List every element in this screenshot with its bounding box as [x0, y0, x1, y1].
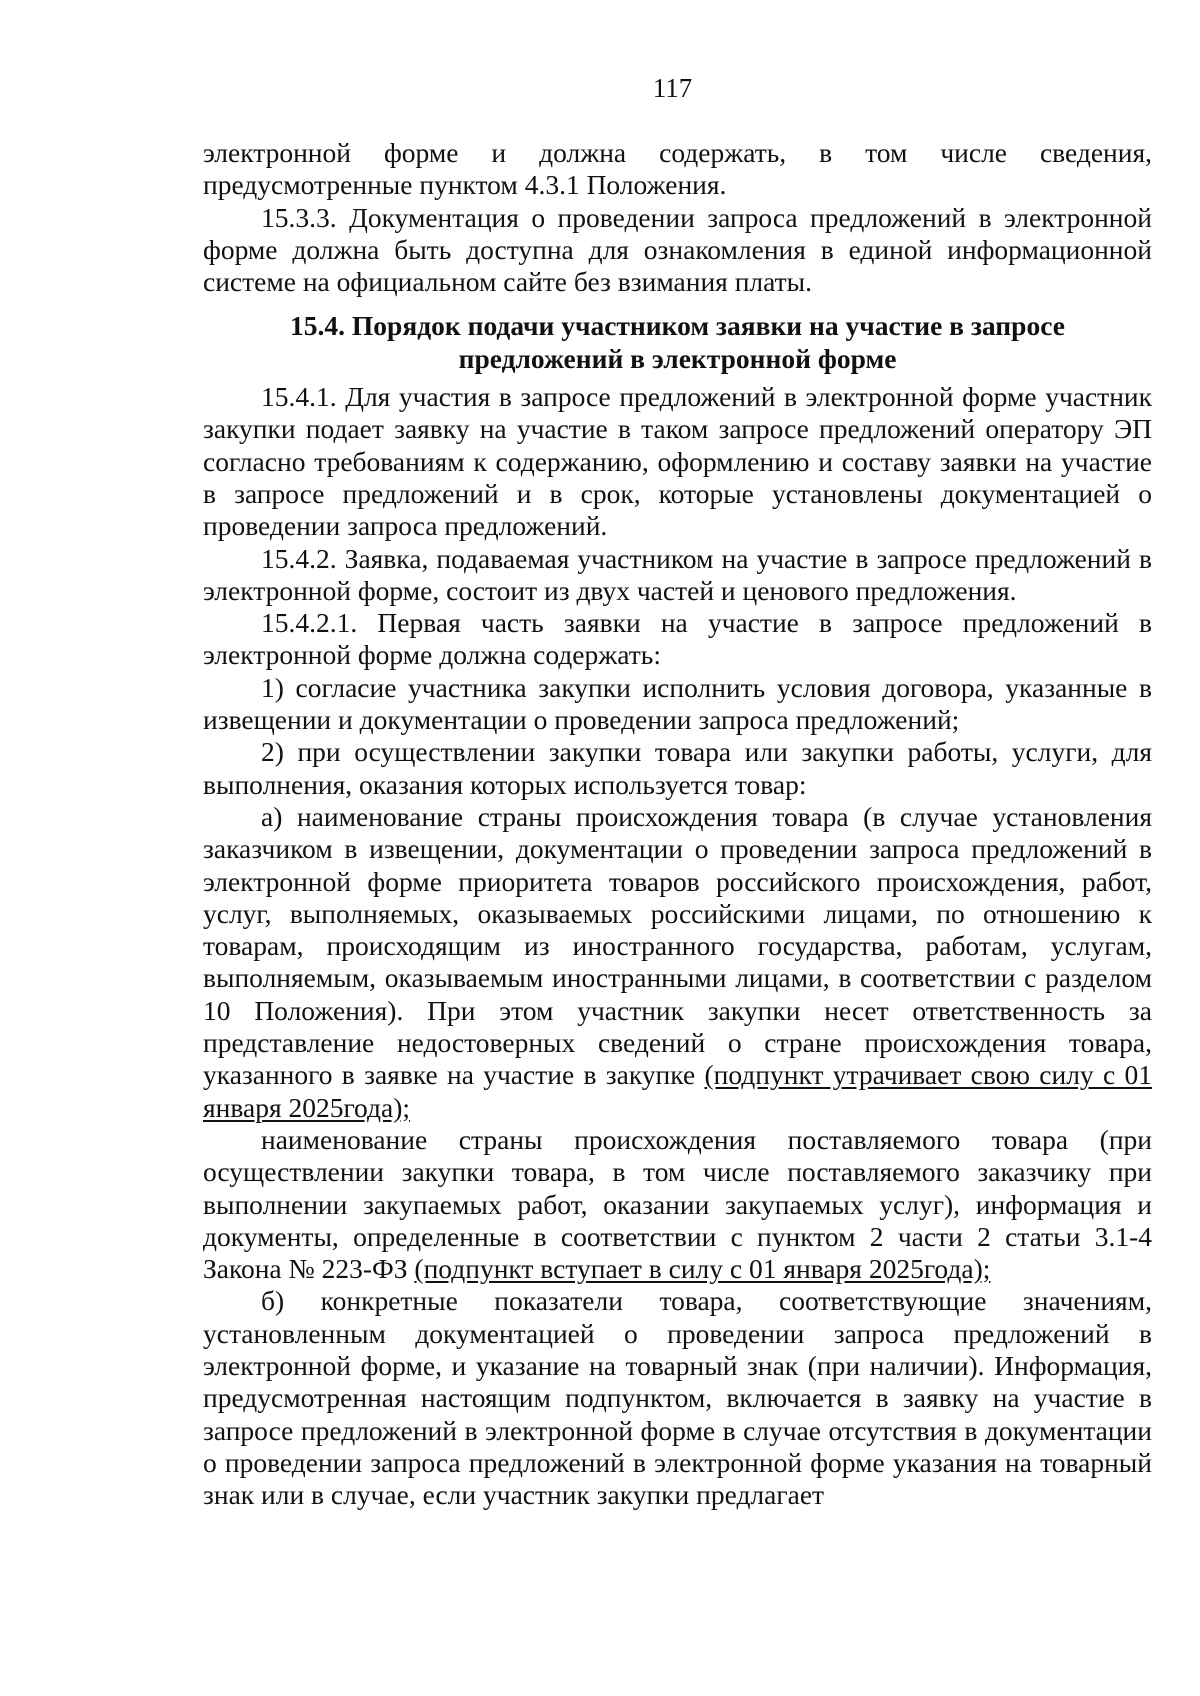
paragraph-15-4-2-1: 15.4.2.1. Первая часть заявки на участие в запросе предложений в электронной форме должна содержать: — [203, 607, 1152, 671]
sub-item-a-new-wording — [203, 1124, 1152, 1285]
section-heading-15-4 — [203, 310, 1152, 375]
paragraph-15-4-2: 15.4.2. Заявка, подаваемая участником на участие в запросе предложений в электронной форме, состоит из двух частей и ценового предложения. — [203, 542, 1152, 606]
section-heading-line-2: предложений в электронной форме — [458, 342, 897, 374]
sub-item-b: б) конкретные показатели товара, соответствующие значениям, установленным документацией о проведении запроса предложений в электронной форме, и указание на товарный знак (при наличии). Информация, предусмотренная настоящим подпунктом, включается в заявку на участие в запросе предложений в электронной форме в случае отсутствия в документации о проведении запроса предложений в электронной форме указания на товарный знак или в случае, если участник закупки предлагает — [203, 1285, 1152, 1511]
sub-item-a-new-wording-note: (подпункт вступает в силу с 01 января 2025года); — [414, 1253, 991, 1285]
page-number: 117 — [652, 73, 693, 103]
paragraph-continuation: электронной форме и должна содержать, в том числе сведения, предусмотренные пунктом 4.3.1 Положения. — [203, 137, 1152, 201]
list-item-2: 2) при осуществлении закупки товара или закупки работы, услуги, для выполнения, оказания которых используется товар: — [203, 736, 1152, 800]
list-item-1: 1) согласие участника закупки исполнить условия договора, указанные в извещении и документации о проведении запроса предложений; — [203, 671, 1152, 736]
sub-item-a-note: (подпункт утрачивает свою силу с 01 января 2025года); — [203, 1059, 1152, 1123]
paragraph-15-3-3: 15.3.3. Документация о проведении запроса предложений в электронной форме должна быть доступна для ознакомления в единой информационной системе на официальном сайте без взимания платы. — [203, 201, 1152, 298]
sub-item-a-text: а) наименование страны происхождения товара (в случае установления заказчиком в извещении, документации о проведении запроса предложений в электронной форме приоритета товаров российского происхождения, работ, услуг, выполняемых, оказываемых российскими лицами, по отношению к товарам, происходящим из иностранного государства, работам, услугам, выполняемым, оказываемым иностранными лицами, в соответствии с разделом 10 Положения). При этом участник закупки несет ответственность за представление недостоверных сведений о стране происхождения товара, указанного в заявке на участие в закупке — [203, 800, 1152, 1091]
paragraph-15-4-1: 15.4.1. Для участия в запросе предложений в электронной форме участник закупки подает заявку на участие в таком запросе предложений оператору ЭП согласно требованиям к содержанию, оформлению и составу заявки на участие в запросе предложений и в срок, которые установлены документацией о проведении запроса предложений. — [203, 381, 1152, 542]
sub-item-a — [203, 801, 1152, 1124]
document-body — [203, 137, 1152, 1511]
section-heading-line-1: 15.4. Порядок подачи участником заявки на участие в запросе — [290, 310, 1065, 342]
sub-item-a-new-wording-text: наименование страны происхождения поставляемого товара (при осуществлении закупки товара, в том числе поставляемого заказчику при выполнении закупаемых работ, оказании закупаемых услуг), информация и документы, определенные в соответствии с пунктом 2 части 2 статьи 3.1-4 Закона № 223-ФЗ — [203, 1123, 1152, 1285]
